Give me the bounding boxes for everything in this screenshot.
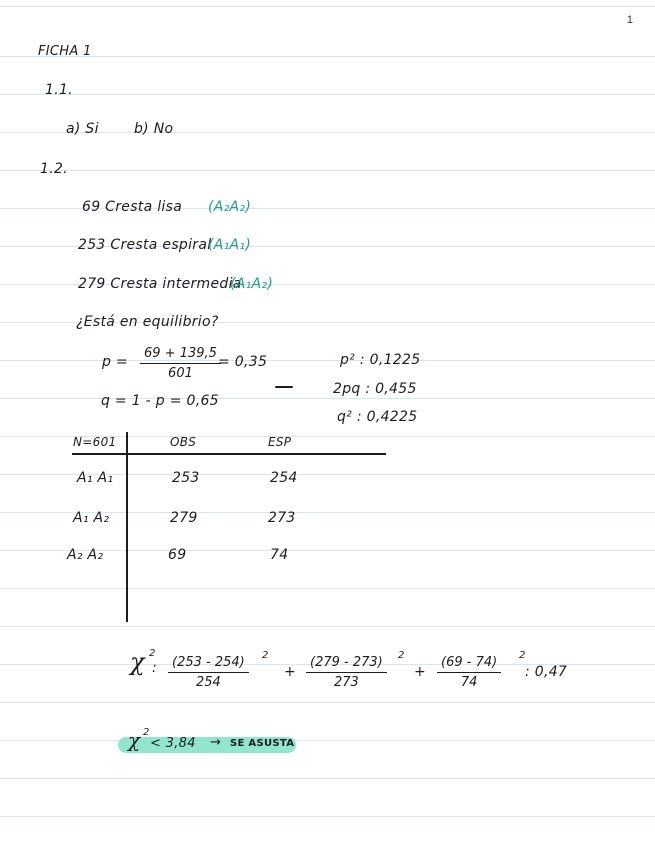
table-header-obs: OBS	[170, 435, 197, 449]
table-row-esp: 254	[270, 470, 298, 486]
page-number: 1	[626, 14, 633, 26]
p-denominator: 601	[168, 366, 193, 381]
table-row-obs: 279	[170, 510, 198, 526]
chi-term-3	[437, 655, 501, 690]
chi-term-2-exponent: 2	[398, 650, 405, 661]
q1-answer-a: a) Si	[66, 121, 99, 137]
chi-term-3-denominator: 74	[460, 675, 478, 690]
q-equation: q = 1 - p = 0,65	[101, 393, 219, 409]
plus-sign: +	[284, 664, 297, 680]
p-numerator: 69 + 139,5	[140, 346, 221, 364]
genotype-a1a1: (A₁A₁)	[208, 237, 252, 253]
table-column-rule	[126, 432, 128, 622]
chi-term-2-numerator: (279 - 273)	[306, 655, 387, 673]
table-row-genotype: A₁ A₁	[77, 470, 114, 486]
table-header-rule	[72, 453, 386, 455]
table-header-n: N=601	[73, 435, 117, 449]
chi-term-2-denominator: 273	[333, 675, 359, 690]
arrow-icon: →	[210, 735, 222, 750]
chi-term-1	[168, 655, 249, 690]
p-squared: p² : 0,1225	[340, 352, 421, 368]
chi-term-1-exponent: 2	[262, 650, 269, 661]
conclusion-comparison: < 3,84	[150, 736, 196, 751]
p-fraction	[140, 346, 221, 381]
q1-heading: 1.1.	[45, 82, 73, 98]
chi-term-3-exponent: 2	[519, 650, 526, 661]
chi-equals: :	[152, 660, 158, 676]
table-row-genotype: A₁ A₂	[73, 510, 110, 526]
table-row-obs: 253	[172, 470, 200, 486]
two-pq: 2pq : 0,455	[333, 381, 417, 397]
item-cresta-espiral: 253 Cresta espiral	[78, 237, 212, 253]
table-header-esp: ESP	[268, 435, 292, 449]
conclusion-chi-symbol: χ	[128, 728, 141, 752]
q-squared: q² : 0,4225	[337, 409, 418, 425]
conclusion-chi-exponent: 2	[143, 727, 150, 738]
genotype-a2a2: (A₂A₂)	[208, 199, 252, 215]
table-row-genotype: A₂ A₂	[67, 547, 104, 563]
chi-term-1-numerator: (253 - 254)	[168, 655, 249, 673]
chi-exponent: 2	[149, 648, 156, 659]
p-label: p =	[102, 354, 128, 370]
table-row-obs: 69	[168, 547, 187, 563]
table-row-esp: 74	[270, 547, 289, 563]
conclusion-result: SE ASUSTA	[230, 738, 295, 749]
p-result: = 0,35	[218, 354, 268, 370]
table-row-esp: 273	[268, 510, 296, 526]
page-title: FICHA 1	[38, 44, 92, 59]
genotype-a1a2: (A₁A₂)	[230, 276, 274, 292]
item-cresta-lisa: 69 Cresta lisa	[82, 199, 183, 215]
chi-term-2	[306, 655, 387, 690]
q2-heading: 1.2.	[40, 161, 68, 177]
chi-term-3-numerator: (69 - 74)	[437, 655, 501, 673]
chi-result: : 0,47	[525, 664, 568, 680]
equilibrium-question: ¿Está en equilibrio?	[76, 314, 219, 330]
plus-sign: +	[414, 664, 427, 680]
q1-answer-b: b) No	[134, 121, 174, 137]
arrow-mark	[275, 386, 293, 388]
chi-term-1-denominator: 254	[195, 675, 221, 690]
item-cresta-intermedia: 279 Cresta intermedia	[78, 276, 242, 292]
chi-symbol: χ	[130, 648, 145, 676]
